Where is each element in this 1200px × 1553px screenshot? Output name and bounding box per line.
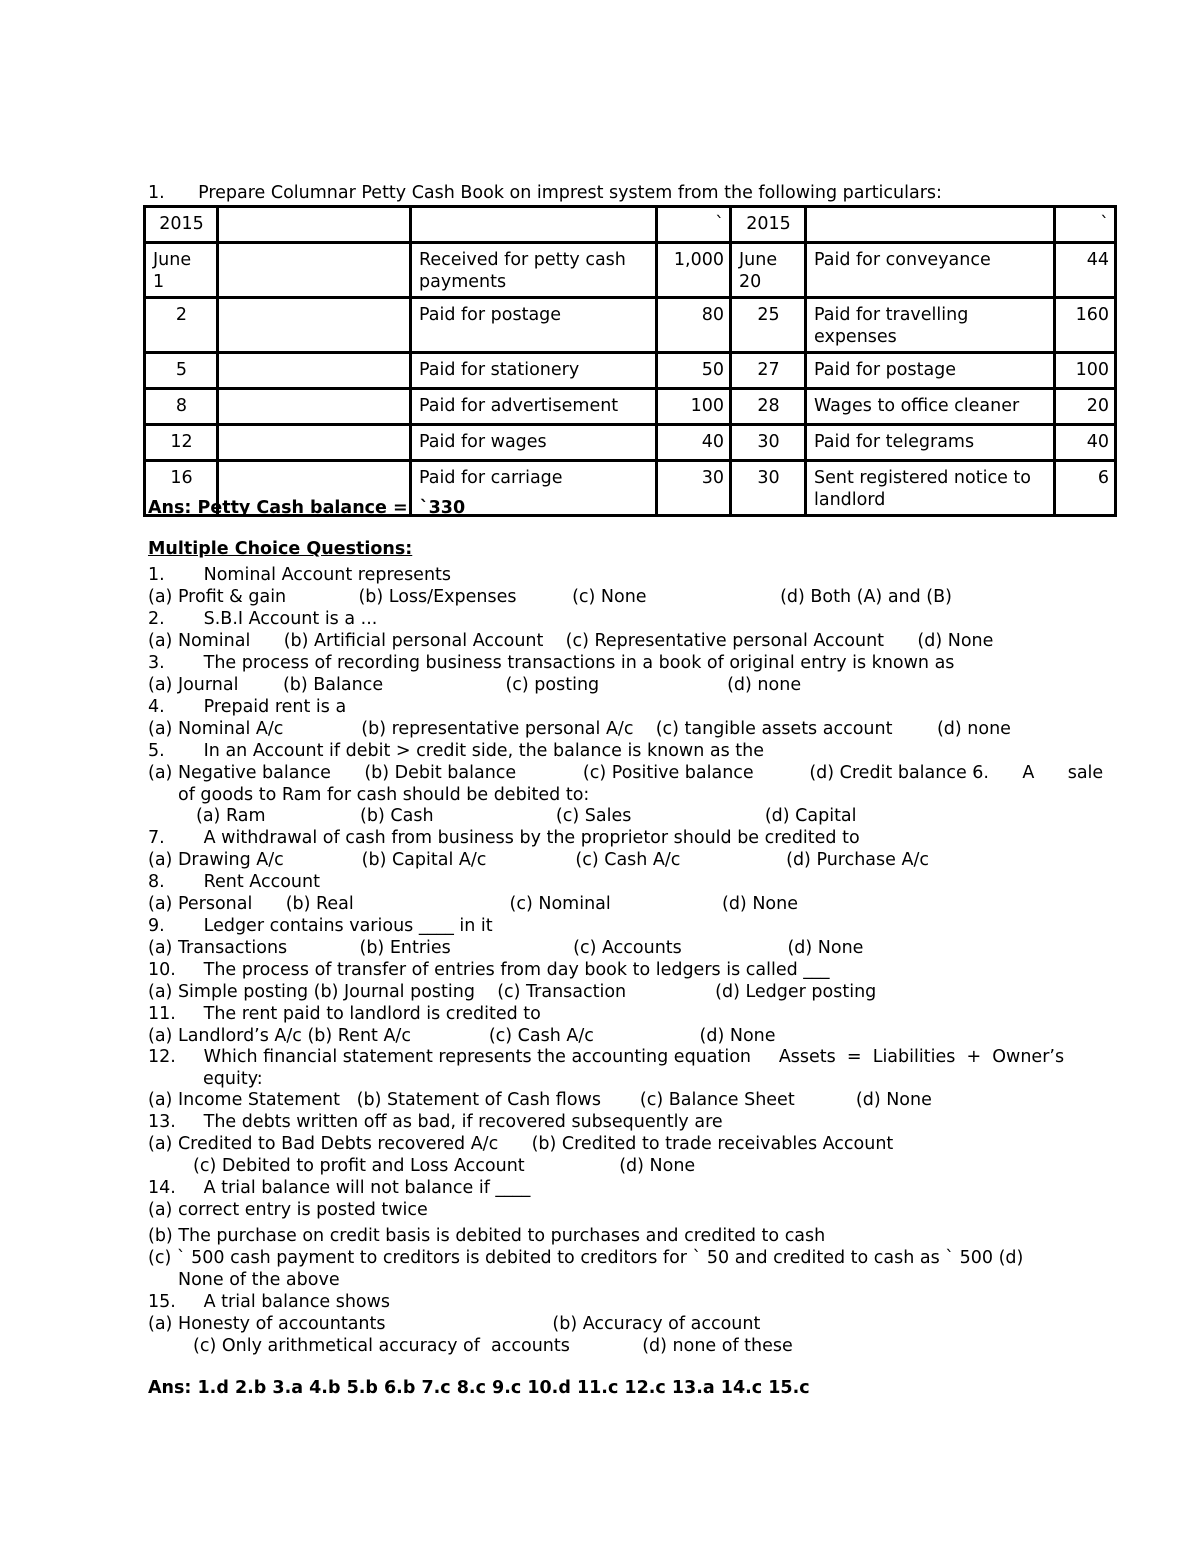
question-line: of goods to Ram for cash should be debited to:	[178, 785, 590, 805]
option-line: (a) Journal (b) Balance (c) posting (d) none	[148, 675, 802, 695]
question-line: 10. The process of transfer of entries from day book to ledgers is called ___	[148, 960, 830, 980]
table-cell: 6	[1055, 461, 1116, 516]
table-header-row	[145, 207, 1116, 243]
question-line: 8. Rent Account	[148, 872, 320, 892]
table-cell	[218, 298, 411, 353]
table-cell: Paid for postage	[411, 298, 657, 353]
table-cell: Paid for postage	[806, 353, 1055, 389]
table-cell: `	[1055, 207, 1116, 243]
option-line: (a) Landlord’s A/c (b) Rent A/c (c) Cash A/c (d) None	[148, 1026, 776, 1046]
table-cell: June 1	[145, 243, 218, 298]
question-line: 7. A withdrawal of cash from business by the proprietor should be credited to	[148, 828, 860, 848]
table-cell: 40	[657, 425, 731, 461]
table-cell: 12	[145, 425, 218, 461]
answer-key: Ans: 1.d 2.b 3.a 4.b 5.b 6.b 7.c 8.c 9.c 10.d 11.c 12.c 13.a 14.c 15.c	[148, 1378, 810, 1398]
table-cell	[806, 207, 1055, 243]
option-line: (a) Honesty of accountants (b) Accuracy of account	[148, 1314, 761, 1334]
table-row	[145, 298, 1116, 353]
question-line: equity:	[203, 1069, 263, 1089]
table-cell: 44	[1055, 243, 1116, 298]
table-cell	[218, 425, 411, 461]
table-cell: Paid for advertisement	[411, 389, 657, 425]
option-line: (a) Transactions (b) Entries (c) Accounts (d) None	[148, 938, 864, 958]
table-row	[145, 243, 1116, 298]
option-line: (a) Nominal A/c (b) representative personal A/c (c) tangible assets account (d) none	[148, 719, 1011, 739]
question-line: 11. The rent paid to landlord is credited to	[148, 1004, 541, 1024]
petty-cash-table	[143, 205, 1117, 517]
option-line: (a) Ram (b) Cash (c) Sales (d) Capital	[196, 806, 857, 826]
table-row	[145, 425, 1116, 461]
table-cell: 2015	[731, 207, 806, 243]
option-line: (a) Personal (b) Real (c) Nominal (d) None	[148, 894, 798, 914]
table-cell: Paid for conveyance	[806, 243, 1055, 298]
table-cell: 2015	[145, 207, 218, 243]
question-line: 9. Ledger contains various ____ in it	[148, 916, 493, 936]
table-cell: June 20	[731, 243, 806, 298]
table-cell: Sent registered notice to landlord	[806, 461, 1055, 516]
option-line: (c) Only arithmetical accuracy of accounts (d) none of these	[193, 1336, 793, 1356]
option-line: (a) Negative balance (b) Debit balance (c) Positive balance (d) Credit balance 6. A sale	[148, 763, 1104, 783]
option-line: (a) Drawing A/c (b) Capital A/c (c) Cash A/c (d) Purchase A/c	[148, 850, 929, 870]
option-line: (a) Nominal (b) Artificial personal Account (c) Representative personal Account (d) None	[148, 631, 994, 651]
question-line: 2. S.B.I Account is a ...	[148, 609, 378, 629]
table-cell: 1,000	[657, 243, 731, 298]
table-cell: Paid for carriage	[411, 461, 657, 516]
mcq-heading: Multiple Choice Questions:	[148, 539, 413, 559]
table-cell: Paid for travelling expenses	[806, 298, 1055, 353]
table-cell: Paid for stationery	[411, 353, 657, 389]
table-row	[145, 389, 1116, 425]
table-cell: 40	[1055, 425, 1116, 461]
question-line: 13. The debts written off as bad, if recovered subsequently are	[148, 1112, 723, 1132]
question-line: 1. Nominal Account represents	[148, 565, 452, 585]
question-line: 3. The process of recording business transactions in a book of original entry is known as	[148, 653, 955, 673]
table-cell: Received for petty cash payments	[411, 243, 657, 298]
option-line: None of the above	[178, 1270, 340, 1290]
table-cell: 5	[145, 353, 218, 389]
table-cell	[218, 389, 411, 425]
table-cell: 50	[657, 353, 731, 389]
option-line: (a) Simple posting (b) Journal posting (c) Transaction (d) Ledger posting	[148, 982, 877, 1002]
table-cell: 8	[145, 389, 218, 425]
table-cell: 30	[731, 461, 806, 516]
table-cell: 80	[657, 298, 731, 353]
table-cell: 100	[1055, 353, 1116, 389]
table-cell: 100	[657, 389, 731, 425]
option-line: (a) Profit & gain (b) Loss/Expenses (c) None (d) Both (A) and (B)	[148, 587, 952, 607]
question-line: 14. A trial balance will not balance if ____	[148, 1178, 531, 1198]
table-cell: 30	[731, 425, 806, 461]
table-cell	[218, 353, 411, 389]
question-line: 5. In an Account if debit > credit side, the balance is known as the	[148, 741, 765, 761]
question-line: 15. A trial balance shows	[148, 1292, 391, 1312]
option-line: (a) correct entry is posted twice	[148, 1200, 428, 1220]
table-cell	[411, 207, 657, 243]
option-line: (b) The purchase on credit basis is debited to purchases and credited to cash	[148, 1226, 826, 1246]
question-line: 4. Prepaid rent is a	[148, 697, 347, 717]
table-cell: `	[657, 207, 731, 243]
table-cell: 160	[1055, 298, 1116, 353]
table-cell: 2	[145, 298, 218, 353]
table-cell: 28	[731, 389, 806, 425]
table-cell: 20	[1055, 389, 1116, 425]
question-line: 12. Which financial statement represents the accounting equation Assets = Liabilities + Owner’s	[148, 1047, 1065, 1067]
table-cell	[218, 207, 411, 243]
table-cell: Wages to office cleaner	[806, 389, 1055, 425]
table-row	[145, 353, 1116, 389]
option-line: (c) ` 500 cash payment to creditors is debited to creditors for ` 50 and credited to cash as ` 500 (d)	[148, 1248, 1024, 1268]
option-line: (c) Debited to profit and Loss Account (d) None	[193, 1156, 696, 1176]
table-cell: 25	[731, 298, 806, 353]
table-cell: Paid for wages	[411, 425, 657, 461]
table-cell	[218, 243, 411, 298]
table-cell: 27	[731, 353, 806, 389]
question-1-intro: 1. Prepare Columnar Petty Cash Book on imprest system from the following particulars:	[148, 183, 942, 203]
option-line: (a) Credited to Bad Debts recovered A/c (b) Credited to trade receivables Account	[148, 1134, 894, 1154]
table-cell: 16	[145, 461, 218, 516]
table-cell: Paid for telegrams	[806, 425, 1055, 461]
table-cell: 30	[657, 461, 731, 516]
answer-petty-cash: Ans: Petty Cash balance = `330	[148, 498, 466, 518]
option-line: (a) Income Statement (b) Statement of Cash flows (c) Balance Sheet (d) None	[148, 1090, 932, 1110]
